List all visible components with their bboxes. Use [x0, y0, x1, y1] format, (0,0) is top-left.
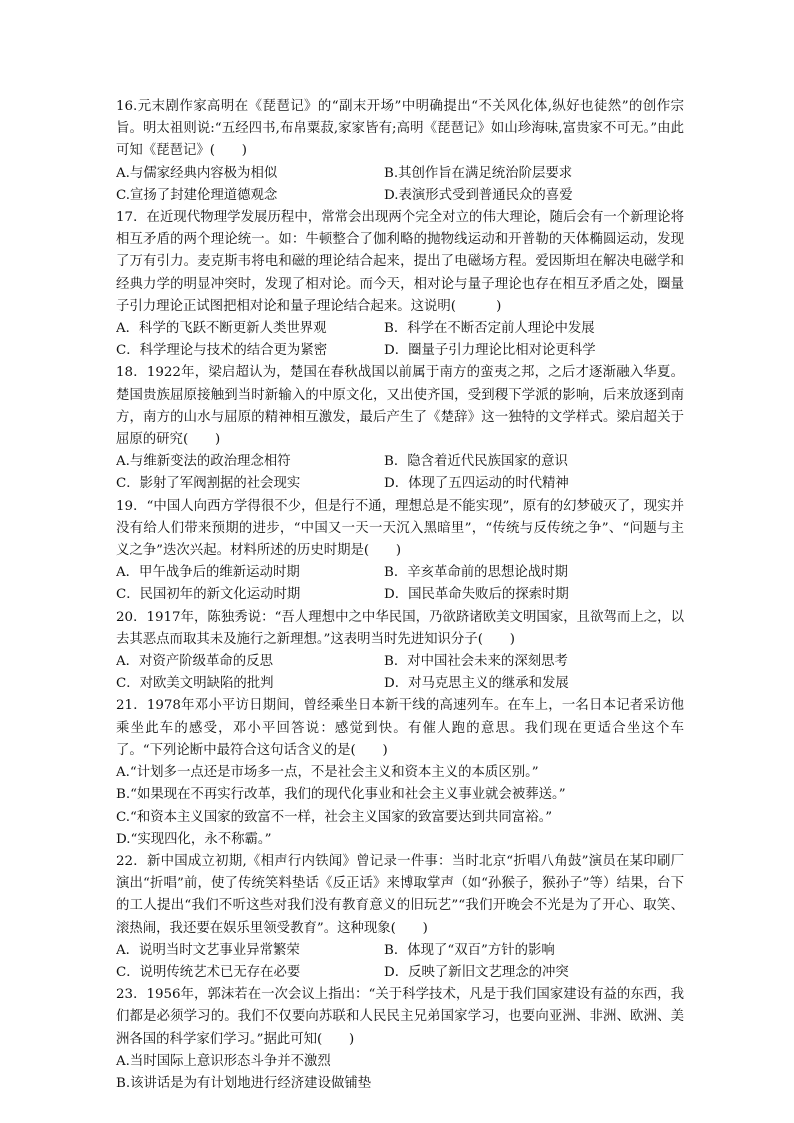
option-b: B．辛亥革命前的思想论战时期 — [384, 565, 568, 581]
question-20 — [116, 607, 684, 696]
options-grid — [116, 562, 684, 606]
exam-page — [116, 96, 684, 1095]
option-a: A.与儒家经典内容极为相似 — [116, 165, 278, 181]
question-stem: 23．1956年，郭沫若在一次会议上指出：“关于科学技术，凡是于我们国家建设有益的东西，我们都是必须学习的。我们不仅要向苏联和人民民主兄弟国家学习，也要向亚洲、非洲、欧洲、美洲各国的科学家们学习。”据此可知( ) — [116, 987, 684, 1047]
question-19 — [116, 496, 684, 607]
option-c: C．民国初年的新文化运动时期 — [116, 587, 301, 603]
option-a: A．说明当时文艺事业异常繁荣 — [116, 942, 300, 958]
option-d: D．国民革命失败后的探索时期 — [384, 587, 569, 603]
option-d: D.表演形式受到普通民众的喜爱 — [384, 187, 573, 203]
option-a: A．科学的飞跃不断更新人类世界观 — [116, 321, 327, 337]
question-stem: 17．在近现代物理学发展历程中，常常会出现两个完全对立的伟大理论，随后会有一个新理论将相互矛盾的两个理论统一。如：牛顿整合了伽利略的抛物线运动和开普勒的天体椭圆运动，发现了万有引力。麦克斯韦将电和磁的理论结合起来，提出了电磁场方程。爱因斯坦在解决电磁学和经典力学的明显冲突时，发现了相对论。而今天，相对论与量子理论也存在相互矛盾之处，圈量子引力理论正试图把相对论和量子理论结合起来。这说明( ) — [116, 210, 684, 314]
question-stem: 19．“中国人向西方学得很不少，但是行不通，理想总是不能实现”，原有的幻梦破灭了，现实并没有给人们带来预期的进步，“中国又一天一天沉入黑暗里”，“传统与反传统之争”、“问题与主义之争”迭次兴起。材料所述的历史时期是( ) — [116, 498, 684, 559]
option-c: C．说明传统艺术已无存在必要 — [116, 964, 301, 980]
question-22 — [116, 851, 684, 984]
question-16 — [116, 96, 684, 207]
option-c: C．影射了军阀割据的社会现实 — [116, 476, 301, 492]
question-23 — [116, 984, 684, 1095]
option-d: D．对马克思主义的继承和发展 — [384, 676, 569, 692]
option-d: D．圈量子引力理论比相对论更科学 — [384, 343, 596, 359]
option-d: D．反映了新旧文艺理念的冲突 — [384, 964, 569, 980]
option-b: B．体现了“双百”方针的影响 — [384, 942, 555, 958]
option-d: D．体现了五四运动的时代精神 — [384, 476, 569, 492]
options-grid — [116, 651, 684, 695]
options-grid — [116, 318, 684, 362]
question-18 — [116, 362, 684, 495]
question-stem: 22．新中国成立初期,《相声行内铁闻》曾记录一件事：当时北京“折唱八角鼓”演员在某印刷厂演出“折唱”前，使了传统笑料垫话《反正话》来博取掌声（如“孙猴子，猴孙子”等）结果，台下的工人提出“我们不听这些对我们没有教育意义的旧玩艺”“我们开晚会不光是为了开心、取笑、滚热闹，我还要在娱乐里领受教育”。这种现象( ) — [116, 853, 684, 936]
question-21 — [116, 695, 684, 850]
question-stem: 21．1978年邓小平访日期间，曾经乘坐日本新干线的高速列车。在车上，一名日本记者采访他乘坐此车的感受，邓小平回答说：感觉到快。有催人跑的意思。我们现在更适合坐这个车了。“下列论断中最符合这句话含义的是( ) — [116, 698, 684, 758]
option-b: B.“如果现在不再实行改革，我们的现代化事业和社会主义事业就会被葬送。” — [116, 787, 566, 803]
option-c: C.宣扬了封建伦理道德观念 — [116, 187, 278, 203]
option-a: A.与维新变法的政治理念相符 — [116, 454, 291, 470]
options-grid — [116, 451, 684, 495]
option-c: C．科学理论与技术的结合更为紧密 — [116, 343, 328, 359]
option-b: B．隐含着近代民族国家的意识 — [384, 454, 568, 470]
question-stem: 16.元末剧作家高明在《琵琶记》的“副末开场”中明确提出“不关风化体,纵好也徒然”的创作宗旨。明太祖则说:“五经四书,布帛粟菽,家家皆有;高明《琵琶记》如山珍海味,富贵家不可无。”由此可知《琵琶记》( ) — [116, 99, 684, 159]
question-stem: 18．1922年，梁启超认为，楚国在春秋战国以前属于南方的蛮夷之邦，之后才逐渐融入华夏。楚国贵族屈原接触到当时新输入的中原文化，又出使齐国，受到稷下学派的影响，后来放逐到南方，南方的山水与屈原的精神相互激发，最后产生了《楚辞》这一独特的文学样式。梁启超关于屈原的研究( ) — [116, 365, 684, 448]
option-b: B．科学在不断否定前人理论中发展 — [384, 321, 595, 337]
option-a: A.当时国际上意识形态斗争并不激烈 — [116, 1053, 331, 1069]
option-b: B.其创作旨在满足统治阶层要求 — [384, 165, 573, 181]
option-c: C.“和资本主义国家的致富不一样，社会主义国家的致富要达到共同富裕。” — [116, 809, 553, 825]
options-grid — [116, 940, 684, 984]
option-b: B．对中国社会未来的深刻思考 — [384, 654, 568, 670]
option-a: A．对资产阶级革命的反思 — [116, 654, 273, 670]
option-c: C．对欧美文明缺陷的批判 — [116, 676, 274, 692]
option-a: A．甲午战争后的维新运动时期 — [116, 565, 300, 581]
option-d: D.“实现四化，永不称霸。” — [116, 831, 272, 847]
option-a: A.“计划多一点还是市场多一点，不是社会主义和资本主义的本质区别。” — [116, 765, 539, 781]
question-17 — [116, 207, 684, 362]
options-grid — [116, 163, 684, 207]
question-stem: 20．1917年，陈独秀说：“吾人理想中之中华民国，乃欲跻诸欧美文明国家，且欲驾而上之，以去其恶点而取其未及施行之新理想。”这表明当时先进知识分子( ) — [116, 609, 684, 647]
option-b: B.该讲话是为有计划地进行经济建设做铺垫 — [116, 1075, 372, 1091]
